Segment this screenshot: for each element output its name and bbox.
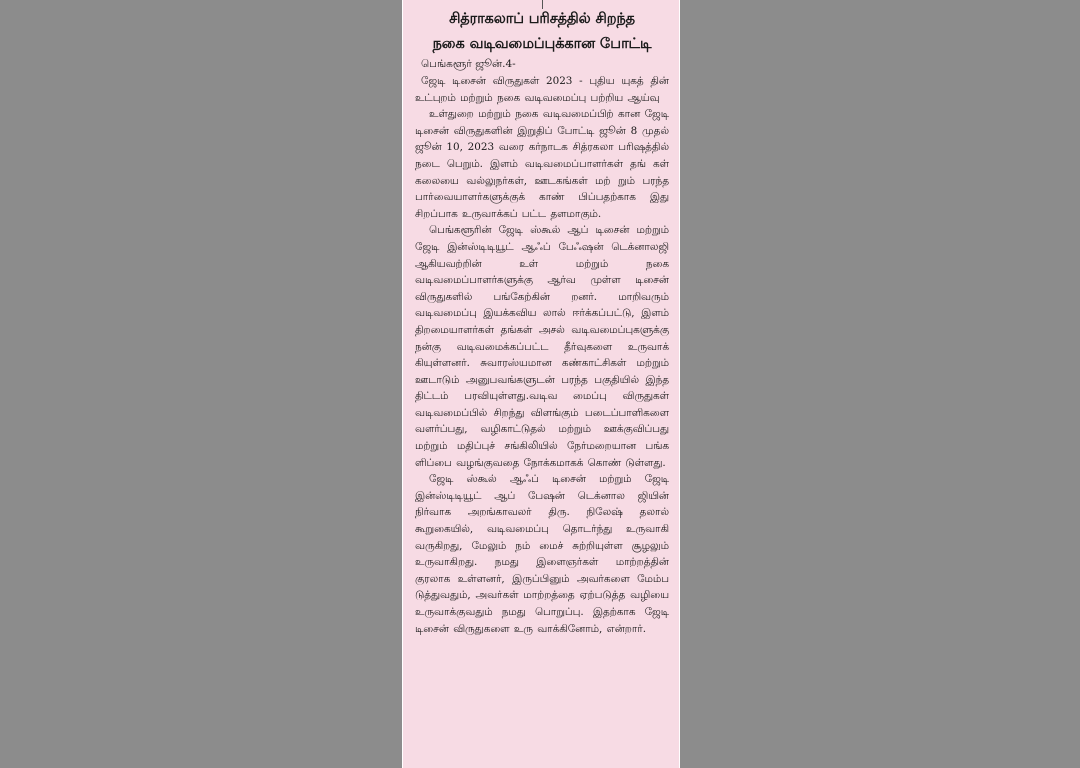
- headline-line-2: நகை வடிவமைப்புக்கான போட்டி: [432, 35, 652, 52]
- article-paragraph: பெங்களூரின் ஜேடி ஸ்கூல் ஆப் டிசைன் மற்றும் ஜேடி இன்ஸ்டிடியூட் ஆஃப் பேஃஷன் டெக்னாலஜி ஆகியவற்றின் உள் மற்றும் நகை வடிவமைப்பாளர்களுக்கு ஆர்வ முள்ள டிசைன் விருதுகளில் பங்கேற்கின் றனர். மாறிவரும் வடிவமைப்பு இயக்கவிய லால் ஈர்க்கப்பட்டு, இளம் திறமையாளர்கள் தங்கள் அசல் வடிவமைப்புகளுக்கு நன்கு வடிவமைக்கப்பட்ட தீர்வுகளை உருவாக் கியுள்ளனர். சுவாரஸ்யமான கண்காட்சிகள் மற்றும் ஊடாடும் அனுபவங்களுடன் பரந்த பகுதியில் இந்த திட்டம் பரவியுள்ளது.வடிவ மைப்பு விருதுகள் வடிவமைப்பில் சிறந்து விளங்கும் படைப்பாளிகளை வளர்ப்பது, வழிகாட்டுதல் மற்றும் ஊக்குவிப்பது மற்றும் மதிப்புச் சங்கிலியில் நேர்மறையான பங்க ளிப்பை வழங்குவதை நோக்கமாகக் கொண் டுள்ளது.: [415, 224, 669, 469]
- headline-line-1: சித்ராகலாப் பரிசத்தில் சிறந்த: [449, 10, 635, 27]
- newspaper-clipping: [402, 0, 680, 768]
- page-marker: [542, 0, 543, 9]
- article-paragraph: ஜேடி டிசைன் விருதுகள் 2023 - புதிய யுகத் தின் உட்புறம் மற்றும் நகை வடிவமைப்பு பற்றிய ஆய்வு: [415, 75, 669, 104]
- article-paragraph: ஜேடி ஸ்கூல் ஆஃப் டிசைன் மற்றும் ஜேடி இன்ஸ்டிடியூட் ஆப் பேஷன் டெக்னால ஜியின் நிர்வாக அறங்காவலர் திரு. நிலேஷ் தலால் கூறுகையில், வடிவமைப்பு தொடர்ந்து உருவாகி வருகிறது, மேலும் நம் மைச் சுற்றியுள்ள சூழலும் உருவாகிறது. நமது இளைஞர்கள் மாற்றத்தின் குரலாக உள்ளனர், இருப்பினும் அவர்களை மேம்ப டுத்துவதும், அவர்கள் மாற்றத்தை ஏற்படுத்த வழியை உருவாக்குவதும் நமது பொறுப்பு. இதற்காக ஜேடி டிசைன் விருதுகளை உரு வாக்கினோம், என்றார்.: [415, 473, 669, 635]
- article-paragraph: உள்துறை மற்றும் நகை வடிவமைப்பிற் கான ஜேடி டிசைன் விருதுகளின் இறுதிப் போட்டி ஜூன் 8 முதல் ஜூன் 10, 2023 வரை கர்நாடக சித்ரகலா பரிஷத்தில் நடை பெறும். இளம் வடிவமைப்பாளர்கள் தங் கள் கலையை வல்லுநர்கள், ஊடகங்கள் மற் றும் பரந்த பார்வையாளர்களுக்குக் காண் பிப்பதற்காக இது சிறப்பாக உருவாக்கப் பட்ட தளமாகும்.: [415, 108, 669, 220]
- dateline: பெங்களூர் ஜூன்.4-: [421, 58, 516, 70]
